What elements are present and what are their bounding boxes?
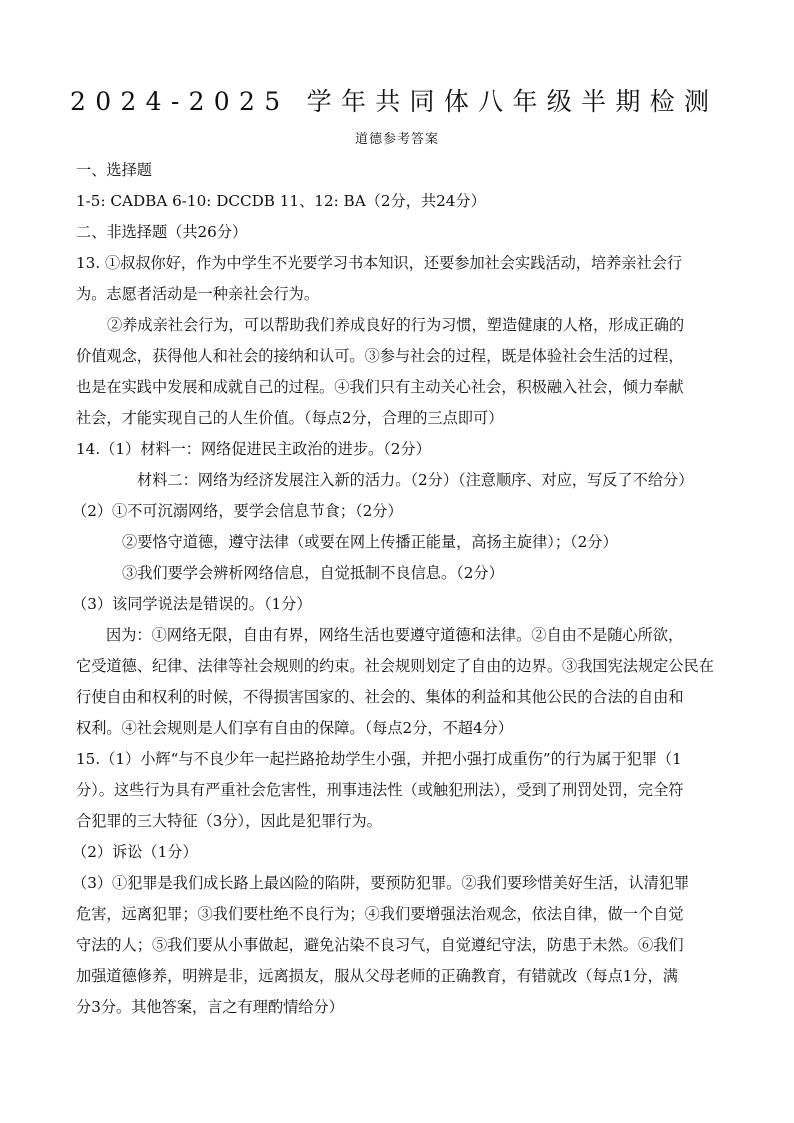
section-heading-nonchoice: 二、非选择题（共26分） xyxy=(76,223,248,241)
q13-line: 社会，才能实现自己的人生价值。（每点2分，合理的三点即可） xyxy=(76,409,504,427)
q15-line: 分）。这些行为具有严重社会危害性，刑事违法性（或触犯刑法），受到了刑罚处罚，完全符 xyxy=(76,781,684,799)
answer-body xyxy=(72,155,722,1023)
q14-line: 因为：①网络无限，自由有界，网络生活也要遵守道德和法律。②自由不是随心所欲， xyxy=(106,626,684,644)
q15-line: 守法的人；⑤我们要从小事做起，避免沾染不良习气，自觉遵纪守法，防患于未然。⑥我们 xyxy=(76,936,684,954)
q13-line: 价值观念，获得他人和社会的接纳和认可。③参与社会的过程，既是体验社会生活的过程， xyxy=(76,347,684,365)
q15-line: 加强道德修养，明辨是非，远离损友，服从父母老师的正确教育，有错就改（每点1分，满 xyxy=(76,967,678,985)
q13-line: 也是在实践中发展和成就自己的过程。④我们只有主动关心社会，积极融入社会，倾力奉献 xyxy=(76,378,684,396)
choice-answers: 1-5: CADBA 6-10: DCCDB 11、12: BA（2分，共24分） xyxy=(76,192,486,210)
q15-line: 危害，远离犯罪；③我们要杜绝不良行为；④我们要增强法治观念，依法自律，做一个自觉 xyxy=(76,905,684,923)
q14-line: 它受道德、纪律、法律等社会规则的约束。社会规则划定了自由的边界。③我国宪法规定公民在 xyxy=(76,657,714,675)
q14-line: （2）①不可沉溺网络，要学会信息节食；（2分） xyxy=(72,502,403,520)
page-subtitle: 道德参考答案 xyxy=(354,132,439,147)
q13-line: 为。志愿者活动是一种亲社会行为。 xyxy=(76,285,319,303)
q15-line: （2）诉讼（1分） xyxy=(72,843,198,861)
q14-line: 权利。④社会规则是人们享有自由的保障。（每点2分，不超4分） xyxy=(76,719,513,737)
q14-line: 14.（1）材料一：网络促进民主政治的进步。（2分） xyxy=(76,440,431,458)
q15-line: 合犯罪的三大特征（3分），因此是犯罪行为。 xyxy=(76,812,382,830)
q14-line: （3）该同学说法是错误的。（1分） xyxy=(72,595,312,613)
q14-line: ③我们要学会辨析网络信息，自觉抵制不良信息。（2分） xyxy=(122,564,504,582)
q15-line: 分3分。其他答案，言之有理酌情给分） xyxy=(76,998,344,1016)
q15-line: 15.（1）小辉“与不良少年一起拦路抢劫学生小强，并把小强打成重伤”的行为属于犯罪（1 xyxy=(76,750,682,768)
q14-line: ②要恪守道德，遵守法律（或要在网上传播正能量，高扬主旋律）；（2分） xyxy=(122,533,618,551)
page-title: 2024-2025 学年共同体八年级半期检测 xyxy=(70,87,719,116)
q13-line: 13. ①叔叔你好，作为中学生不光要学习书本知识，还要参加社会实践活动，培养亲社会行 xyxy=(76,254,683,272)
q14-line: 行使自由和权利的时候，不得损害国家的、社会的、集体的利益和其他公民的合法的自由和 xyxy=(76,688,684,706)
section-heading-choice: 一、选择题 xyxy=(76,161,152,179)
q13-line: ②养成亲社会行为，可以帮助我们养成良好的行为习惯，塑造健康的人格，形成正确的 xyxy=(107,316,685,334)
q15-line: （3）①犯罪是我们成长路上最凶险的陷阱，要预防犯罪。②我们要珍惜美好生活，认清犯罪 xyxy=(72,874,690,892)
q14-line: 材料二：网络为经济发展注入新的活力。（2分）（注意顺序、对应，写反了不给分） xyxy=(137,471,694,489)
